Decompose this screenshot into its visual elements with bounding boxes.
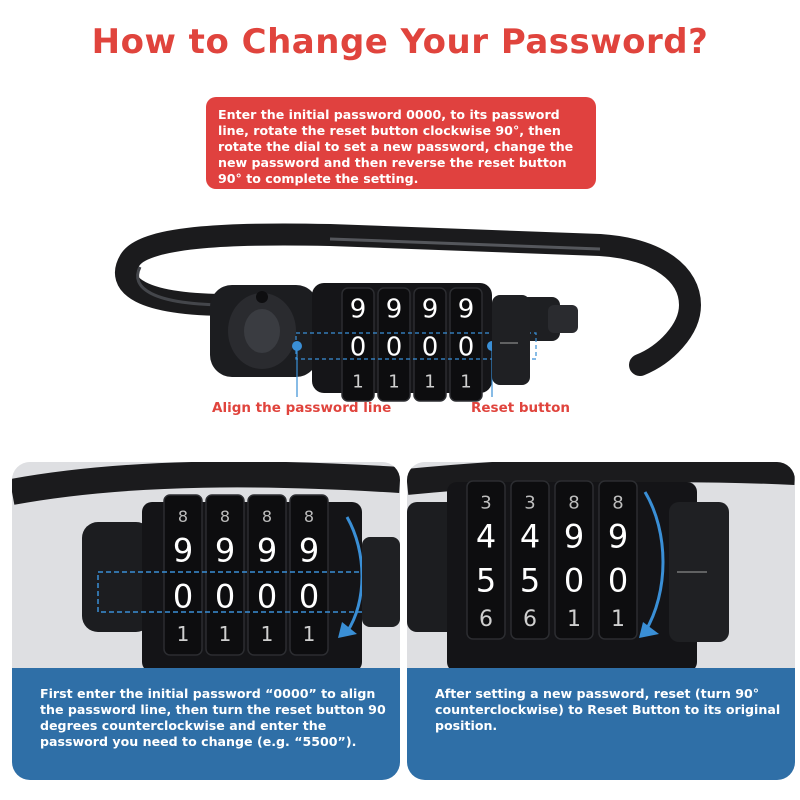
dial-digit: 1 (218, 622, 232, 647)
dial-digit: 6 (479, 606, 493, 632)
dial-digit: 8 (303, 506, 315, 526)
dial-digit: 1 (388, 371, 400, 393)
dial-digit: 1 (611, 606, 625, 632)
intro-instructions: Enter the initial password 0000, to its password line, rotate the reset button clockwise 90°, then rotate the dial to set a new password, change the new password and then reverse the reset button 90° to complete the setting. (206, 97, 596, 189)
reset-button-label: Reset button (471, 400, 570, 416)
dial-digit: 0 (172, 577, 194, 616)
dial-digit: 4 (475, 517, 497, 556)
step-one-text: First enter the initial password “0000” to align the password line, then turn the reset button 90 degrees counterclockwise and enter the password you need to change (e.g. “5500”). (40, 686, 386, 749)
step-two-text: After setting a new password, reset (turn 90° counterclockwise) to Reset Button to its original position. (435, 686, 781, 733)
dial-digit: 3 (524, 492, 536, 514)
dial-digit: 5 (475, 561, 497, 600)
dial-digit: 8 (261, 506, 273, 526)
step-two-panel (407, 462, 795, 780)
dial-digit: 9 (256, 531, 278, 570)
dial-digit: 9 (563, 517, 585, 556)
dial-digit: 0 (563, 561, 585, 600)
dial-digit: 8 (568, 492, 580, 514)
dial-digit: 0 (421, 332, 439, 363)
align-password-line-label: Align the password line (212, 400, 392, 416)
dial-digit: 1 (424, 371, 436, 393)
dial-digit: 9 (607, 517, 629, 556)
dial-digit: 8 (612, 492, 624, 514)
dial-digit: 8 (219, 506, 231, 526)
dial-digit: 9 (421, 294, 439, 325)
step-one-instructions (12, 668, 400, 780)
dial-digit: 1 (302, 622, 316, 647)
dial-digit: 3 (480, 492, 492, 514)
dial-digit: 9 (349, 294, 367, 325)
dial-digit: 4 (519, 517, 541, 556)
dial-digit: 9 (385, 294, 403, 325)
step-one-dial-closeup (12, 462, 400, 672)
dial-digit: 9 (214, 531, 236, 570)
step-one-panel (12, 462, 400, 780)
page-title: How to Change Your Password? (91, 22, 709, 62)
dial-digit: 0 (256, 577, 278, 616)
dial-digit: 1 (176, 622, 190, 647)
dial-digit: 0 (385, 332, 403, 363)
dial-digit: 9 (457, 294, 475, 325)
reset-button (492, 295, 530, 385)
dial-digit: 9 (298, 531, 320, 570)
dial-digit: 0 (214, 577, 236, 616)
dial-digit: 1 (352, 371, 364, 393)
dial-digit: 1 (567, 606, 581, 632)
dial-digit: 0 (607, 561, 629, 600)
dial-digit: 8 (177, 506, 189, 526)
step-two-instructions (407, 668, 795, 780)
dial-digit: 0 (349, 332, 367, 363)
dial-digit: 9 (172, 531, 194, 570)
dial-digit: 6 (523, 606, 537, 632)
step-two-dial-closeup (407, 462, 795, 672)
dial-digit: 0 (457, 332, 475, 363)
dial-digit: 1 (260, 622, 274, 647)
dial-digit: 5 (519, 561, 541, 600)
dial-digit: 0 (298, 577, 320, 616)
dial-digit: 1 (460, 371, 472, 393)
carabiner-lock-illustration (0, 205, 800, 465)
